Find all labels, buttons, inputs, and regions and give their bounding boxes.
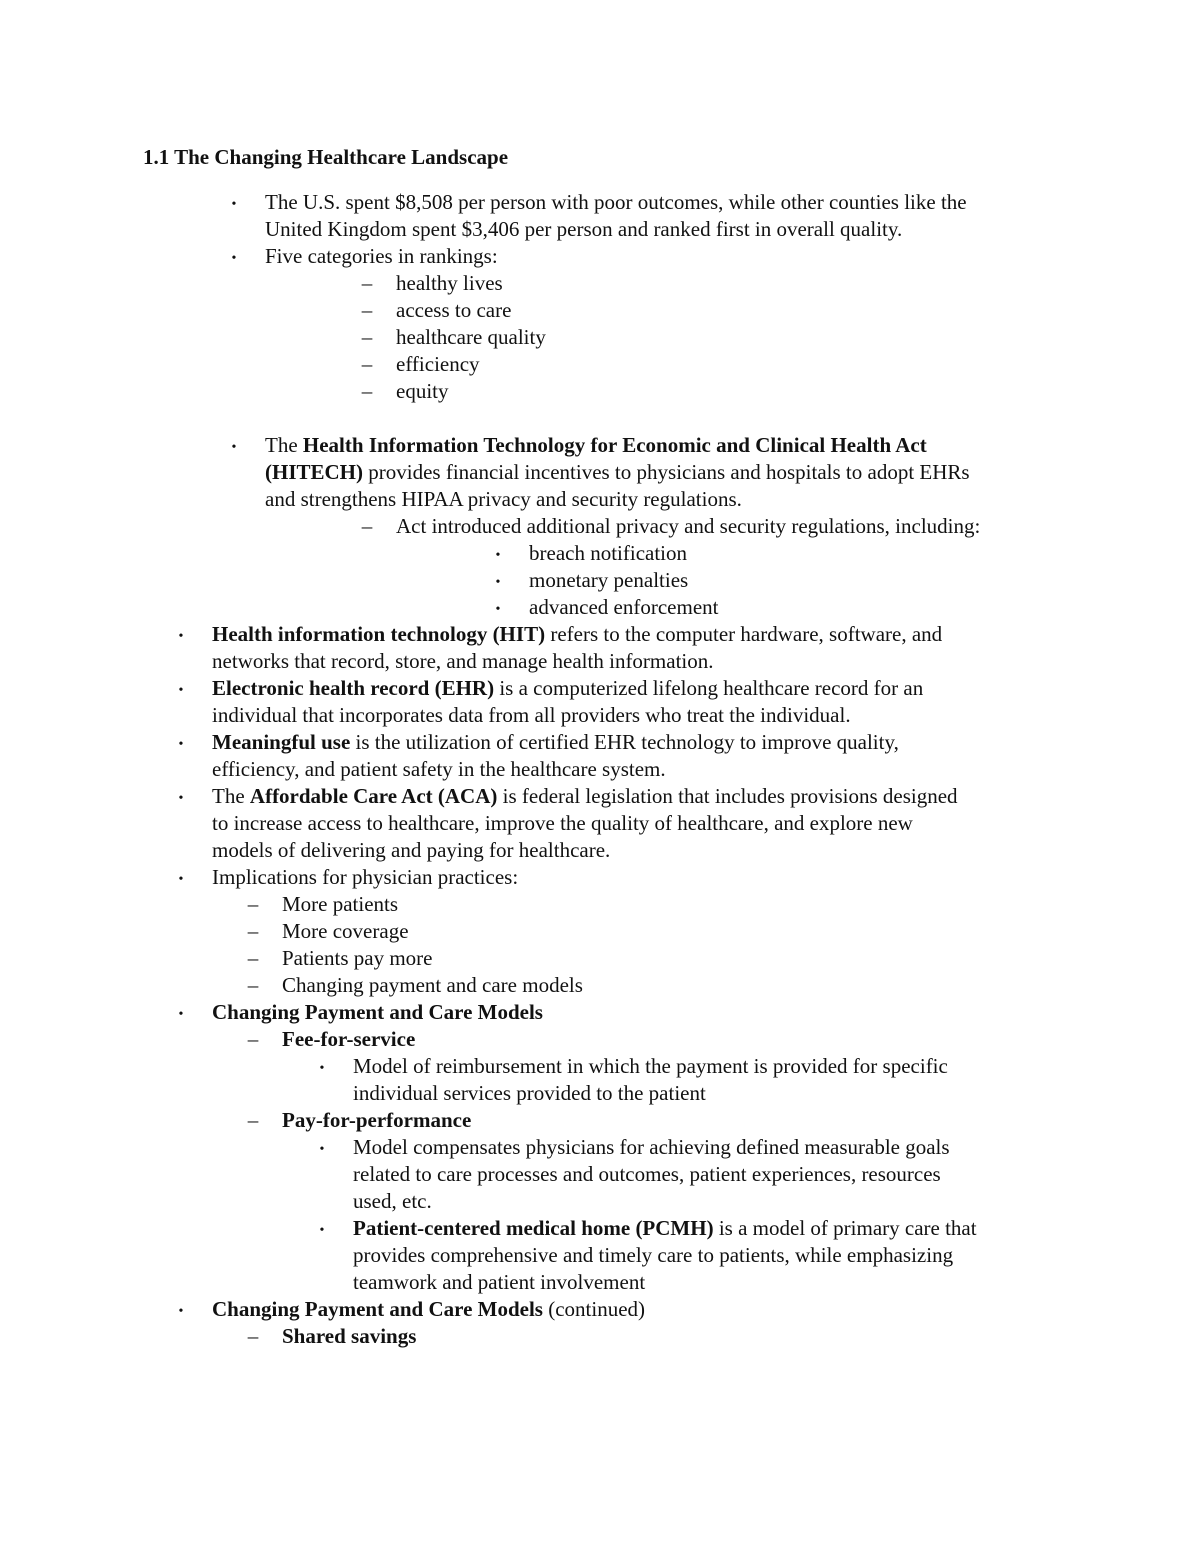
bullet-marker: • (178, 791, 184, 806)
bullet-marker: • (495, 548, 501, 563)
bullet-marker: • (178, 1007, 184, 1022)
dash-marker: – (361, 352, 373, 376)
pfp-line-2: related to care processes and outcomes, patient experiences, resources (353, 1162, 941, 1186)
hitech-subitem: advanced enforcement (529, 595, 719, 619)
hitech-the: The (265, 433, 303, 457)
hitech-line-1 (265, 432, 927, 459)
hitech-line-3: and strengthens HIPAA privacy and security regulations. (265, 487, 742, 511)
ffs-title-text: Fee-for-service (282, 1027, 416, 1051)
ffs-title (282, 1026, 415, 1053)
category-item: healthy lives (396, 271, 503, 295)
aca-line-3: models of delivering and paying for healthcare. (212, 838, 611, 862)
dash-marker: – (247, 973, 259, 997)
bullet-marker: • (319, 1142, 325, 1157)
aca-rest: is federal legislation that includes provisions designed (497, 784, 958, 808)
pcmh-term: Patient-centered medical home (PCMH) (353, 1216, 714, 1240)
category-item: efficiency (396, 352, 480, 376)
ehr-line-1 (212, 675, 923, 702)
pcmh-line-1 (353, 1215, 977, 1242)
bullet-marker: • (178, 737, 184, 752)
pfp-line-3: used, etc. (353, 1189, 432, 1213)
hit-term: Health information technology (HIT) (212, 622, 546, 646)
bullet-marker: • (231, 197, 237, 212)
hitech-term: Health Information Technology for Economic and Clinical Health Act (302, 433, 927, 457)
ehr-term: Electronic health record (EHR) (212, 676, 495, 700)
meaningful-term: Meaningful use (212, 730, 351, 754)
models-title-text: Changing Payment and Care Models (212, 1000, 543, 1024)
hitech-rest: provides financial incentives to physicians and hospitals to adopt EHRs (363, 460, 970, 484)
bullet-marker: • (495, 602, 501, 617)
models-cont-title-text: Changing Payment and Care Models (212, 1297, 543, 1321)
bullet-marker: • (178, 683, 184, 698)
models-title (212, 999, 543, 1026)
dash-marker: – (361, 271, 373, 295)
dash-marker: – (361, 514, 373, 538)
dash-marker: – (247, 919, 259, 943)
aca-line-2: to increase access to healthcare, improve the quality of healthcare, and explore new (212, 811, 913, 835)
aca-term: Affordable Care Act (ACA) (249, 784, 498, 808)
bullet-marker: • (178, 872, 184, 887)
hitech-abbrev: (HITECH) (265, 460, 364, 484)
ffs-line-2: individual services provided to the patient (353, 1081, 706, 1105)
hitech-subitem: monetary penalties (529, 568, 689, 592)
meaningful-rest: is the utilization of certified EHR technology to improve quality, (350, 730, 899, 754)
categories-intro: Five categories in rankings: (265, 244, 498, 268)
pcmh-rest: is a model of primary care that (713, 1216, 977, 1240)
shared-savings-title (282, 1323, 416, 1350)
hitech-sub: Act introduced additional privacy and security regulations, including: (396, 514, 981, 538)
implication-item: Changing payment and care models (282, 973, 583, 997)
dash-marker: – (361, 298, 373, 322)
implication-item: More patients (282, 892, 399, 916)
dash-marker: – (361, 325, 373, 349)
bullet-marker: • (231, 251, 237, 266)
hitech-subitem: breach notification (529, 541, 688, 565)
meaningful-line-2: efficiency, and patient safety in the healthcare system. (212, 757, 666, 781)
ehr-rest: is a computerized lifelong healthcare record for an (494, 676, 924, 700)
implications-intro: Implications for physician practices: (212, 865, 519, 889)
aca-line-1 (212, 783, 958, 810)
bullet-marker: • (178, 629, 184, 644)
section-heading: 1.1 The Changing Healthcare Landscape (143, 145, 509, 169)
ehr-line-2: individual that incorporates data from all providers who treat the individual. (212, 703, 851, 727)
ffs-line-1: Model of reimbursement in which the payment is provided for specific (353, 1054, 948, 1078)
meaningful-line-1 (212, 729, 899, 756)
spending-line-1: The U.S. spent $8,508 per person with poor outcomes, while other counties like the (265, 190, 967, 214)
category-item: access to care (396, 298, 512, 322)
dash-marker: – (361, 379, 373, 403)
bullet-marker: • (319, 1061, 325, 1076)
category-item: healthcare quality (396, 325, 546, 349)
hit-line-1 (212, 621, 942, 648)
models-cont-suffix: (continued) (542, 1297, 646, 1321)
dash-marker: – (247, 1027, 259, 1051)
bullet-marker: • (319, 1223, 325, 1238)
dash-marker: – (247, 946, 259, 970)
hit-line-2: networks that record, store, and manage health information. (212, 649, 714, 673)
aca-the: The (212, 784, 250, 808)
bullet-marker: • (231, 440, 237, 455)
bullet-marker: • (495, 575, 501, 590)
pfp-title (282, 1107, 471, 1134)
implication-item: Patients pay more (282, 946, 433, 970)
implication-item: More coverage (282, 919, 409, 943)
pcmh-line-2: provides comprehensive and timely care to patients, while emphasizing (353, 1243, 954, 1267)
pfp-line-1: Model compensates physicians for achieving defined measurable goals (353, 1135, 950, 1159)
dash-marker: – (247, 892, 259, 916)
dash-marker: – (247, 1108, 259, 1132)
hit-rest: refers to the computer hardware, software, and (545, 622, 943, 646)
pfp-title-text: Pay-for-performance (282, 1108, 472, 1132)
spending-line-2: United Kingdom spent $3,406 per person and ranked first in overall quality. (265, 217, 903, 241)
shared-savings-text: Shared savings (282, 1324, 417, 1348)
hitech-line-2 (265, 459, 970, 486)
dash-marker: – (247, 1324, 259, 1348)
category-item: equity (396, 379, 449, 403)
bullet-marker: • (178, 1304, 184, 1319)
pcmh-line-3: teamwork and patient involvement (353, 1270, 646, 1294)
models-cont-title (212, 1296, 645, 1323)
